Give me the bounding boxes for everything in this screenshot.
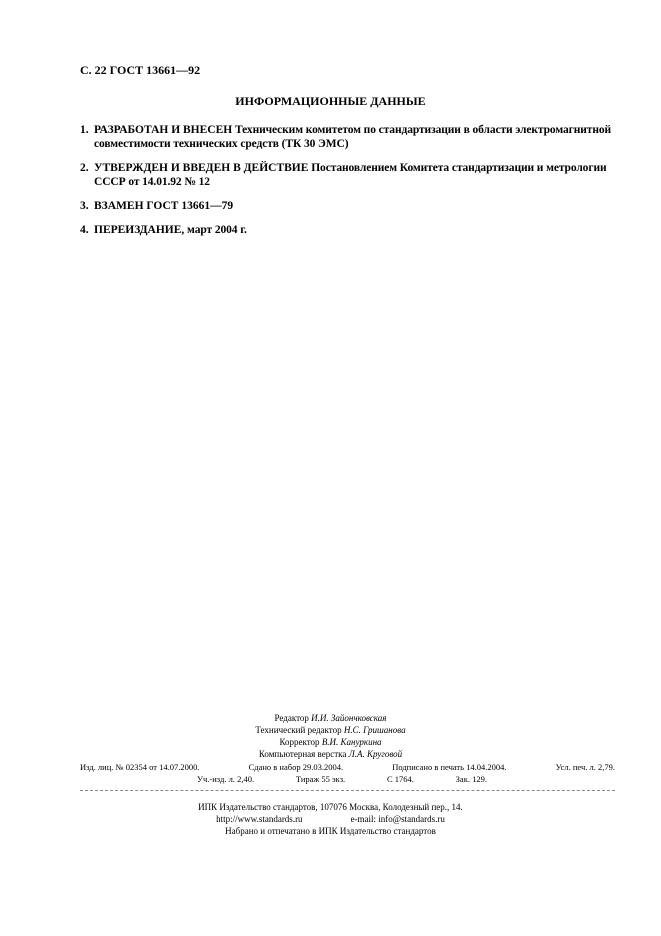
info-item-4 bbox=[80, 223, 625, 237]
item-lead: РАЗРАБОТАН И ВНЕСЕН bbox=[94, 124, 233, 136]
editor-role: Редактор bbox=[274, 713, 309, 723]
info-item-3 bbox=[80, 199, 625, 213]
item-text: Техническим комитетом по стандартизации в области электромагнитной совместимости технических средств (ТК 30 ЭМС) bbox=[94, 124, 612, 150]
corrector-name: В.И. Кануркина bbox=[321, 737, 382, 747]
publisher-address: ИПК Издательство стандартов, 107076 Москва, Колодезный пер., 14. bbox=[198, 802, 463, 812]
publication-row-1 bbox=[80, 762, 615, 772]
item-text: Постановлением Комитета стандартизации и метрологии СССР от 14.01.92 № 12 bbox=[94, 162, 607, 188]
tech-editor-name: Н.С. Гришанова bbox=[343, 725, 406, 735]
editor-line bbox=[0, 712, 661, 724]
item-lead: ПЕРЕИЗДАНИЕ, bbox=[94, 224, 185, 236]
publication-row-2 bbox=[197, 774, 487, 784]
order-number: Зак. 129. bbox=[455, 774, 487, 784]
section-title: ИНФОРМАЦИОННЫЕ ДАННЫЕ bbox=[235, 94, 426, 108]
layout-line bbox=[0, 748, 661, 760]
item-body bbox=[94, 123, 625, 151]
print-sheets: Усл. печ. л. 2,79. bbox=[555, 762, 615, 772]
item-body bbox=[94, 161, 625, 189]
item-number: 2. bbox=[80, 162, 89, 174]
item-number: 4. bbox=[80, 224, 89, 236]
item-text: март 2004 г. bbox=[184, 224, 247, 236]
layout-role: Компьютерная верстка bbox=[258, 749, 347, 759]
item-lead: ВЗАМЕН ГОСТ 13661—79 bbox=[94, 200, 234, 212]
license-text: Изд. лиц. № 02354 от 14.07.2000. bbox=[80, 762, 200, 772]
corrector-line bbox=[0, 736, 661, 748]
contact-links bbox=[216, 813, 445, 825]
tech-editor-role: Технический редактор bbox=[255, 725, 342, 735]
tech-editor-line bbox=[0, 724, 661, 736]
typeset-date: Сдано в набор 29.03.2004. bbox=[248, 762, 344, 772]
c-number: С 1764. bbox=[386, 774, 414, 784]
info-list bbox=[80, 123, 625, 247]
edu-sheets: Уч.-изд. л. 2,40. bbox=[197, 774, 255, 784]
layout-name: Л.А. Круговой bbox=[348, 749, 403, 759]
item-body bbox=[94, 223, 625, 237]
info-item-2 bbox=[80, 161, 625, 189]
circulation: Тираж 55 экз. bbox=[295, 774, 346, 784]
imprint-credits bbox=[0, 712, 661, 760]
email-link[interactable]: e-mail: info@standards.ru bbox=[350, 814, 445, 824]
publisher-footer bbox=[0, 801, 661, 837]
item-number: 3. bbox=[80, 200, 89, 212]
printed-note: Набрано и отпечатано в ИПК Издательство стандартов bbox=[225, 826, 436, 836]
info-item-1 bbox=[80, 123, 625, 151]
website-link[interactable]: http://www.standards.ru bbox=[216, 814, 303, 824]
divider-line bbox=[80, 790, 615, 791]
item-lead: УТВЕРЖДЕН И ВВЕДЕН В ДЕЙСТВИЕ bbox=[94, 162, 309, 174]
corrector-role: Корректор bbox=[279, 737, 320, 747]
signed-date: Подписано в печать 14.04.2004. bbox=[392, 762, 507, 772]
editor-name: И.И. Зайончковская bbox=[311, 713, 387, 723]
item-number: 1. bbox=[80, 124, 89, 136]
page-header: С. 22 ГОСТ 13661—92 bbox=[80, 63, 201, 77]
item-body bbox=[94, 199, 625, 213]
